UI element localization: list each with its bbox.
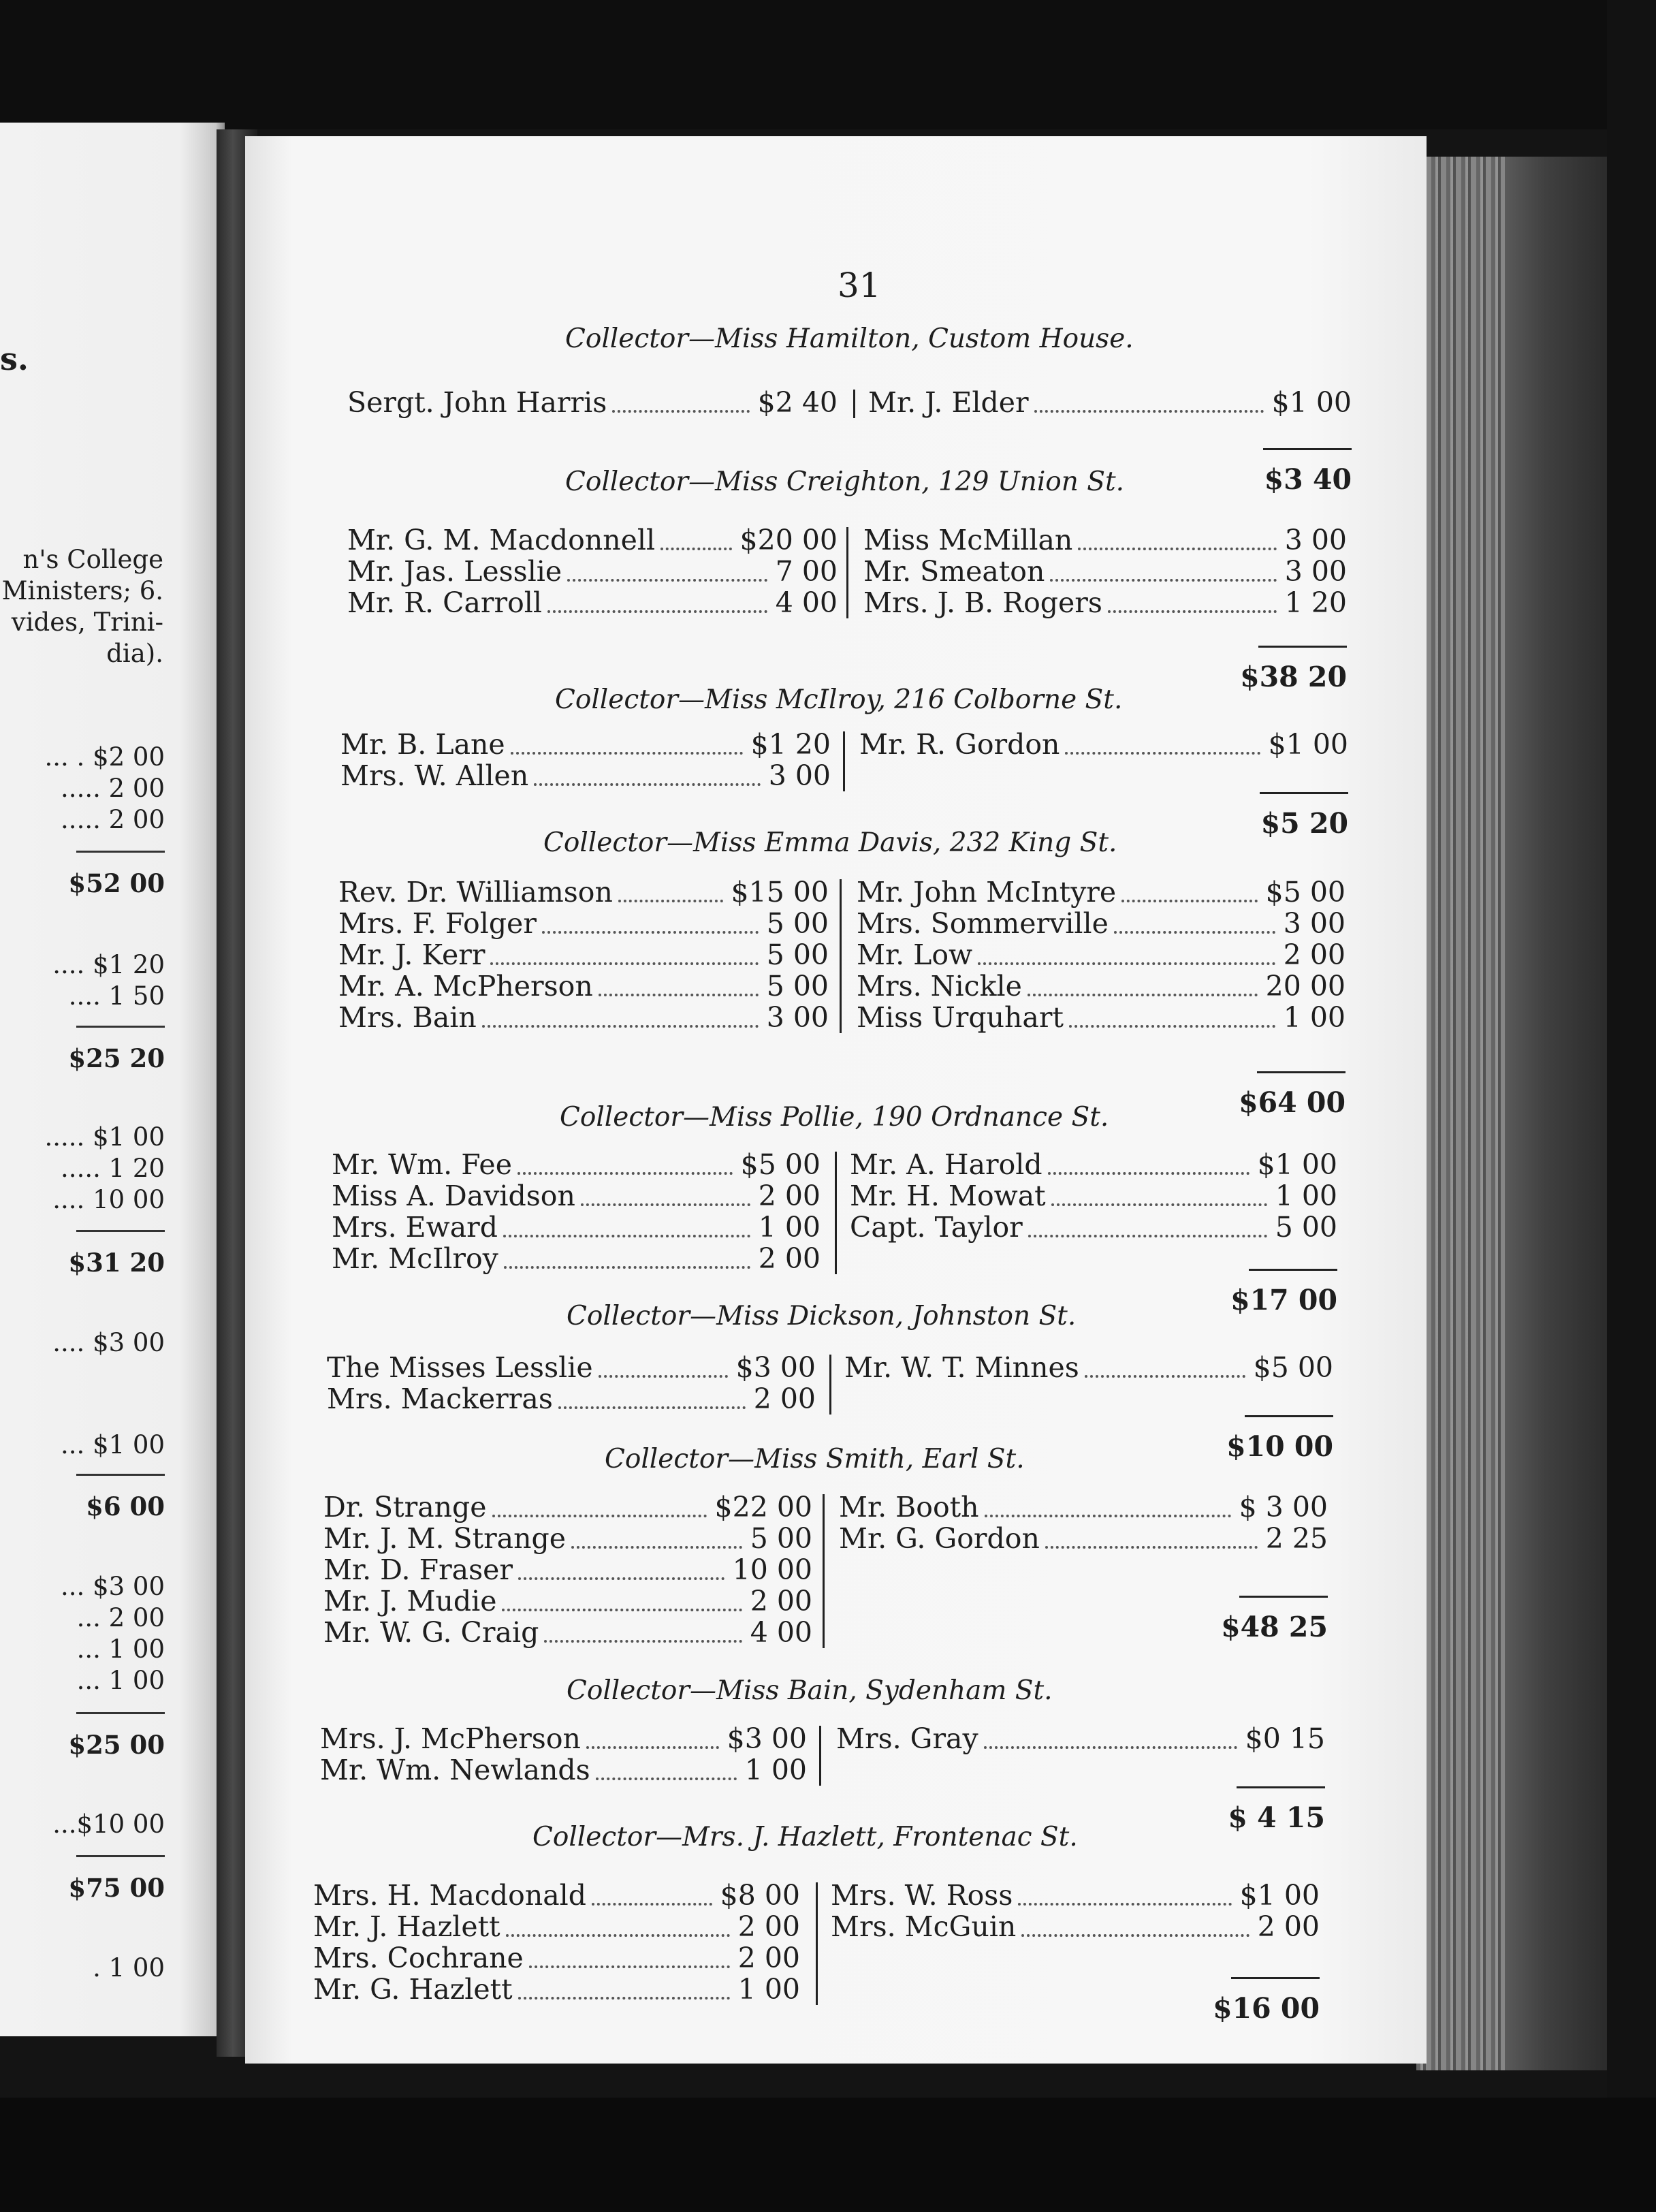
collector-heading: Collector—Miss Hamilton, Custom House. xyxy=(565,323,1134,354)
dot-leader xyxy=(1065,721,1260,755)
left-page-amount: .... 10 00 xyxy=(52,1185,165,1214)
donation-amount: 5 00 xyxy=(766,970,829,1002)
donor-name: Mrs. Bain xyxy=(338,1001,477,1034)
donor-name: Mr. J. Hazlett xyxy=(313,1910,500,1943)
column-divider xyxy=(840,879,842,1033)
left-page-total: $25 20 xyxy=(68,1043,165,1073)
donor-name: Mr. Low xyxy=(857,938,973,971)
donation-amount: 1 00 xyxy=(744,1754,807,1786)
donor-entry xyxy=(850,1212,1337,1243)
film-border-right xyxy=(1607,0,1656,2212)
dot-leader xyxy=(504,1235,750,1269)
collector-heading: Collector—Mrs. J. Hazlett, Frontenac St. xyxy=(532,1822,1078,1852)
left-page-total: $6 00 xyxy=(86,1491,165,1521)
left-page-total-rule xyxy=(76,1855,165,1857)
donation-amount: 4 00 xyxy=(775,586,838,619)
dot-leader xyxy=(1034,379,1264,413)
donor-entry xyxy=(836,1723,1325,1754)
column-divider xyxy=(829,1355,831,1415)
donor-name: Mr. J. Kerr xyxy=(338,938,485,971)
donor-name: Capt. Taylor xyxy=(850,1211,1023,1244)
left-page-amount: .... $1 20 xyxy=(52,950,165,979)
left-page-amount: ..... $1 00 xyxy=(44,1122,165,1152)
dot-leader xyxy=(596,1746,737,1780)
donor-name: Dr. Strange xyxy=(323,1491,487,1523)
donation-amount: $5 00 xyxy=(1265,876,1346,908)
donor-name: Mrs. J. B. Rogers xyxy=(863,586,1102,619)
left-page-total-rule xyxy=(76,1474,165,1476)
dot-leader xyxy=(1051,1172,1267,1206)
donation-amount: $1 00 xyxy=(1239,1879,1320,1912)
column-divider xyxy=(835,1152,837,1274)
dot-leader xyxy=(518,1141,733,1175)
donation-amount: 5 00 xyxy=(750,1522,812,1555)
section-total: $38 20 xyxy=(1240,661,1347,693)
left-page-amount: . 1 00 xyxy=(93,1953,165,1982)
donor-name: Mr. A. Harold xyxy=(850,1148,1042,1181)
dot-leader xyxy=(490,931,758,965)
dot-leader xyxy=(492,1483,707,1517)
donor-name: Mrs. Cochrane xyxy=(313,1942,524,1974)
donation-amount: 3 00 xyxy=(1283,907,1346,940)
dot-leader xyxy=(1048,1141,1249,1175)
donation-amount: $3 00 xyxy=(735,1351,816,1384)
donation-amount: $ 3 00 xyxy=(1239,1491,1328,1523)
total-rule xyxy=(1258,646,1347,648)
total-rule xyxy=(1260,792,1348,794)
total-rule xyxy=(1237,1786,1325,1788)
donor-name: Mr. Booth xyxy=(839,1491,979,1523)
collector-heading: Collector—Miss Pollie, 190 Ordnance St. xyxy=(560,1102,1109,1133)
donor-name: Mr. Wm. Newlands xyxy=(320,1754,590,1786)
dot-leader xyxy=(518,1965,730,2000)
donation-amount: 2 00 xyxy=(1283,938,1346,971)
dot-leader xyxy=(529,1934,730,1968)
donation-amount: 2 00 xyxy=(1257,1910,1320,1943)
dot-leader xyxy=(567,548,767,582)
left-page-amount: ... $3 00 xyxy=(61,1572,165,1601)
donor-name: Mr. G. Gordon xyxy=(839,1522,1040,1555)
section-total: $3 40 xyxy=(1264,463,1352,496)
dot-leader xyxy=(558,1375,746,1409)
column-divider xyxy=(816,1882,818,2005)
total-rule xyxy=(1231,1977,1320,1979)
donation-amount: $1 00 xyxy=(1268,728,1348,761)
total-rule xyxy=(1239,1596,1328,1598)
left-page-heading-fragment: s. xyxy=(0,341,29,377)
donor-name: Miss A. Davidson xyxy=(332,1180,575,1212)
donor-name: Mrs. Nickle xyxy=(857,970,1022,1002)
dot-leader xyxy=(660,516,731,550)
donation-amount: $20 00 xyxy=(739,524,838,556)
dot-leader xyxy=(547,579,767,613)
donation-amount: $2 40 xyxy=(757,386,838,419)
dot-leader xyxy=(571,1515,742,1549)
left-page-total-rule xyxy=(76,1026,165,1028)
donation-amount: 5 00 xyxy=(766,907,829,940)
page-number: 31 xyxy=(838,266,881,305)
left-page-amount: ... 2 00 xyxy=(76,1603,165,1632)
donor-entry xyxy=(347,387,838,418)
donation-amount: 2 00 xyxy=(750,1585,812,1617)
donor-entry xyxy=(844,1352,1333,1383)
left-page-total-rule xyxy=(76,851,165,853)
left-page-amount: .... 1 50 xyxy=(68,981,165,1011)
total-rule xyxy=(1263,448,1352,450)
dot-leader xyxy=(1028,962,1258,996)
donor-name: Mr. R. Carroll xyxy=(347,586,542,619)
dot-leader xyxy=(618,868,723,902)
section-total: $48 25 xyxy=(1221,1611,1328,1643)
collector-heading: Collector—Miss McIlroy, 216 Colborne St. xyxy=(555,684,1123,715)
dot-leader xyxy=(599,962,759,996)
dot-leader xyxy=(1108,579,1277,613)
collector-heading: Collector—Miss Emma Davis, 232 King St. xyxy=(543,827,1117,858)
total-rule xyxy=(1249,1269,1337,1271)
donation-amount: $1 00 xyxy=(1257,1148,1337,1181)
dot-leader xyxy=(506,1903,730,1937)
donor-entry xyxy=(323,1617,812,1648)
donor-name: Mr. John McIntyre xyxy=(857,876,1117,908)
left-page-amount: ..... 2 00 xyxy=(61,805,165,834)
donor-name: The Misses Lesslie xyxy=(327,1351,593,1384)
donor-name: Mr. G. Hazlett xyxy=(313,1973,513,2006)
donation-amount: $8 00 xyxy=(720,1879,800,1912)
donation-amount: 20 00 xyxy=(1265,970,1346,1002)
dot-leader xyxy=(586,1715,719,1749)
donor-name: Mrs. F. Folger xyxy=(338,907,537,940)
total-rule xyxy=(1257,1071,1346,1073)
section-total: $64 00 xyxy=(1239,1086,1346,1119)
left-page-amount: ..... 1 20 xyxy=(61,1154,165,1183)
donor-name: Mr. J. Elder xyxy=(868,386,1029,419)
donation-amount: $22 00 xyxy=(714,1491,812,1523)
donation-amount: 10 00 xyxy=(732,1553,812,1586)
collector-heading: Collector—Miss Creighton, 129 Union St. xyxy=(565,467,1125,497)
section-total: $ 4 15 xyxy=(1228,1801,1325,1834)
donor-name: Mr. McIlroy xyxy=(332,1242,498,1275)
donor-name: Mrs. J. McPherson xyxy=(320,1722,581,1755)
donor-name: Rev. Dr. Williamson xyxy=(338,876,613,908)
donation-amount: 1 00 xyxy=(1283,1001,1346,1034)
donation-amount: $1 00 xyxy=(1271,386,1352,419)
film-border-bottom xyxy=(0,2098,1656,2212)
donor-name: Mr. A. McPherson xyxy=(338,970,593,1002)
donation-amount: 4 00 xyxy=(750,1616,812,1649)
donor-name: Mr. W. G. Craig xyxy=(323,1616,539,1649)
donation-amount: 2 25 xyxy=(1265,1522,1328,1555)
dot-leader xyxy=(502,1577,742,1611)
donation-amount: $15 00 xyxy=(731,876,829,908)
column-divider xyxy=(819,1726,821,1786)
donation-amount: 2 00 xyxy=(737,1910,800,1943)
donor-entry xyxy=(327,1383,816,1415)
donor-entry xyxy=(347,587,838,618)
left-page-total: $31 20 xyxy=(68,1248,165,1278)
donation-amount: 5 00 xyxy=(1275,1211,1337,1244)
donor-name: Mrs. W. Allen xyxy=(340,759,529,792)
donor-entry xyxy=(857,1002,1346,1033)
left-page-amount: ... $1 00 xyxy=(61,1430,165,1459)
section-total: $5 20 xyxy=(1260,807,1348,840)
donor-entry xyxy=(332,1243,821,1274)
collector-heading: Collector—Miss Bain, Sydenham St. xyxy=(567,1675,1053,1706)
dot-leader xyxy=(518,1546,724,1580)
donation-amount: 5 00 xyxy=(766,938,829,971)
dot-leader xyxy=(1085,1344,1245,1378)
donor-name: Mrs. W. Ross xyxy=(831,1879,1013,1912)
left-page xyxy=(0,123,225,2036)
left-page-text-line: dia). xyxy=(106,639,163,668)
donor-entry xyxy=(868,387,1352,418)
donation-amount: 1 00 xyxy=(1275,1180,1337,1212)
donor-name: Mr. D. Fraser xyxy=(323,1553,513,1586)
column-divider xyxy=(823,1494,825,1648)
total-rule xyxy=(1245,1415,1333,1417)
donor-name: Mrs. Eward xyxy=(332,1211,498,1244)
left-page-amount: .... $3 00 xyxy=(52,1328,165,1357)
donor-name: Mr. H. Mowat xyxy=(850,1180,1046,1212)
dot-leader xyxy=(1114,900,1275,934)
left-page-total-rule xyxy=(76,1712,165,1714)
donor-name: Mrs. Sommerville xyxy=(857,907,1109,940)
donation-amount: 2 00 xyxy=(737,1942,800,1974)
donation-amount: $0 15 xyxy=(1245,1722,1325,1755)
dot-leader xyxy=(542,900,759,934)
donation-amount: $5 00 xyxy=(740,1148,821,1181)
dot-leader xyxy=(1045,1515,1258,1549)
donor-entry xyxy=(839,1523,1328,1554)
dot-leader xyxy=(592,1871,712,1906)
dot-leader xyxy=(1018,1871,1231,1906)
left-page-total: $75 00 xyxy=(68,1873,165,1903)
donation-amount: 3 00 xyxy=(766,1001,829,1034)
donor-name: Mr. Wm. Fee xyxy=(332,1148,512,1181)
left-page-total: $52 00 xyxy=(68,868,165,898)
dot-leader xyxy=(1069,994,1275,1028)
section-total: $17 00 xyxy=(1230,1284,1337,1316)
donor-entry xyxy=(340,760,831,791)
donation-amount: 2 00 xyxy=(753,1382,816,1415)
donor-name: Mrs. H. Macdonald xyxy=(313,1879,587,1912)
donor-name: Mr. W. T. Minnes xyxy=(844,1351,1079,1384)
donor-name: Mr. Jas. Lesslie xyxy=(347,555,562,588)
column-divider xyxy=(846,527,848,618)
donor-entry xyxy=(320,1754,807,1786)
donor-name: Mrs. McGuin xyxy=(831,1910,1017,1943)
donation-amount: 2 00 xyxy=(758,1242,821,1275)
donor-name: Mrs. Mackerras xyxy=(327,1382,553,1415)
donor-name: Mr. J. Mudie xyxy=(323,1585,497,1617)
donation-amount: $1 20 xyxy=(750,728,831,761)
donation-amount: 3 00 xyxy=(1284,524,1347,556)
donation-amount: 1 00 xyxy=(758,1211,821,1244)
donor-name: Miss Urquhart xyxy=(857,1001,1064,1034)
left-page-amount: ... . $2 00 xyxy=(44,742,165,772)
collector-heading: Collector—Miss Smith, Earl St. xyxy=(605,1444,1025,1474)
dot-leader xyxy=(984,1715,1237,1749)
dot-leader xyxy=(1050,548,1276,582)
donor-name: Miss McMillan xyxy=(863,524,1073,556)
donation-amount: 3 00 xyxy=(768,759,831,792)
dot-leader xyxy=(581,1172,750,1206)
column-divider xyxy=(843,731,845,791)
donor-entry xyxy=(313,1974,800,2005)
left-page-text-line: n's College xyxy=(22,545,163,574)
dot-leader xyxy=(1028,1203,1267,1237)
donor-name: Mrs. Gray xyxy=(836,1722,978,1755)
donor-name: Mr. B. Lane xyxy=(340,728,505,761)
dot-leader xyxy=(544,1609,742,1643)
donor-name: Mr. R. Gordon xyxy=(859,728,1060,761)
dot-leader xyxy=(1021,1903,1249,1937)
donation-amount: $3 00 xyxy=(727,1722,807,1755)
dot-leader xyxy=(599,1344,728,1378)
donor-entry xyxy=(338,1002,829,1033)
donor-name: Mr. J. M. Strange xyxy=(323,1522,567,1555)
dot-leader xyxy=(978,931,1275,965)
donation-amount: 7 00 xyxy=(775,555,838,588)
dot-leader xyxy=(482,994,759,1028)
donation-amount: 1 20 xyxy=(1284,586,1347,619)
dot-leader xyxy=(503,1203,750,1237)
column-divider xyxy=(853,390,855,418)
donor-name: Mr. G. M. Macdonnell xyxy=(347,524,656,556)
dot-leader xyxy=(511,721,743,755)
donor-name: Sergt. John Harris xyxy=(347,386,607,419)
left-page-amount: ... 1 00 xyxy=(76,1634,165,1664)
left-page-amount: ..... 2 00 xyxy=(61,774,165,803)
donor-entry xyxy=(863,587,1347,618)
donation-amount: $5 00 xyxy=(1253,1351,1333,1384)
left-page-text-line: vides, Trini- xyxy=(11,607,163,637)
left-page-total-rule xyxy=(76,1230,165,1232)
dot-leader xyxy=(534,752,760,786)
donor-name: Mr. Smeaton xyxy=(863,555,1045,588)
dot-leader xyxy=(985,1483,1231,1517)
section-total: $10 00 xyxy=(1226,1430,1333,1463)
donation-amount: 1 00 xyxy=(737,1973,800,2006)
donor-entry xyxy=(831,1911,1320,1942)
donor-entry xyxy=(859,729,1348,760)
film-border-top xyxy=(0,0,1656,129)
donation-amount: 2 00 xyxy=(758,1180,821,1212)
dot-leader xyxy=(1078,516,1276,550)
dot-leader xyxy=(612,379,749,413)
left-page-amount: ... 1 00 xyxy=(76,1666,165,1695)
dot-leader xyxy=(1121,868,1257,902)
donation-amount: 3 00 xyxy=(1284,555,1347,588)
section-total: $16 00 xyxy=(1213,1992,1320,2025)
left-page-total: $25 00 xyxy=(68,1730,165,1760)
collector-heading: Collector—Miss Dickson, Johnston St. xyxy=(567,1301,1077,1331)
left-page-amount: ...$10 00 xyxy=(52,1810,165,1839)
left-page-text-line: Ministers; 6. xyxy=(1,576,163,605)
book-cover-edge xyxy=(1505,157,1607,2070)
